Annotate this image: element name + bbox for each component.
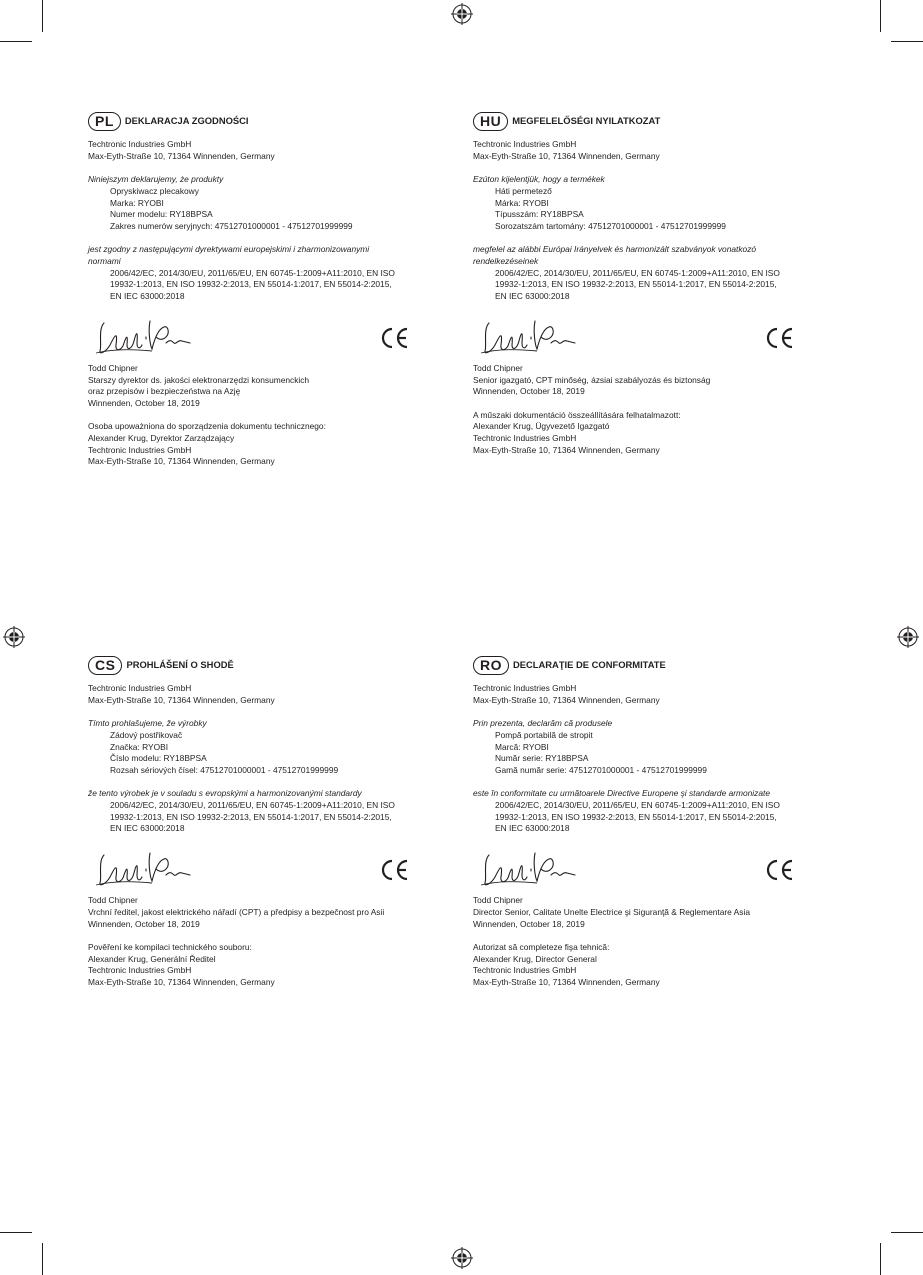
signer-line: Winnenden, October 18, 2019 (88, 397, 200, 408)
product-detail: Márka: RYOBI (495, 197, 549, 208)
technical-line: Max-Eyth-Straße 10, 71364 Winnenden, Germany (473, 444, 660, 455)
signer-line: Starszy dyrektor ds. jakości elektronarzędzi konsumenckich (88, 374, 310, 385)
declaration-section-cs (88, 655, 458, 989)
technical-line: A műszaki dokumentáció összeállítására felhatalmazott: (473, 409, 681, 420)
technical-line: Max-Eyth-Straße 10, 71364 Winnenden, Germany (473, 977, 660, 988)
address-line: Max-Eyth-Straße 10, 71364 Winnenden, Germany (473, 150, 660, 161)
crop-mark (0, 1232, 32, 1233)
conformity-statement (473, 788, 843, 835)
section-title: PROHLÁŠENÍ O SHODĚ (126, 659, 234, 671)
technical-line: Max-Eyth-Straße 10, 71364 Winnenden, Germany (88, 456, 275, 467)
signer-line: Todd Chipner (88, 895, 138, 906)
conformity-line: este în conformitate cu următoarele Directive Europene şi standarde armonizate (473, 788, 770, 799)
conformity-statement (473, 244, 843, 303)
declaration-section-hu (473, 111, 843, 456)
signer-line: Vrchní ředitel, jakost elektrického nářadí (CPT) a předpisy a bezpečnost pro Asii (88, 906, 385, 917)
product-detail: Značka: RYOBI (110, 741, 169, 752)
section-header (88, 111, 458, 131)
conformity-statement (88, 788, 458, 835)
section-header (473, 111, 843, 131)
technical-line: Techtronic Industries GmbH (88, 444, 192, 455)
section-title: DECLARAŢIE DE CONFORMITATE (513, 659, 666, 671)
technical-line: Alexander Krug, Generální Ředitel (88, 953, 216, 964)
product-detail: Sorozatszám tartomány: 47512701000001 - 47512701999999 (495, 220, 726, 231)
signer-line: Senior igazgató, CPT minőség, ázsiai szabályozás és biztonság (473, 374, 711, 385)
signature-icon (477, 847, 577, 889)
registration-mark-icon (451, 3, 473, 25)
declaration-section-pl (88, 111, 458, 468)
product-detail: Zádový postřikovač (110, 729, 183, 740)
standards-line: 2006/42/EC, 2014/30/EU, 2011/65/EU, EN 60745-1:2009+A11:2010, EN ISO (110, 800, 395, 810)
product-detail: Gamă număr serie: 47512701000001 - 47512701999999 (495, 764, 707, 775)
product-declaration (88, 718, 458, 777)
language-badge: PL (88, 112, 121, 131)
standards-line: 19932-1:2013, EN ISO 19932-2:2013, EN 55014-1:2017, EN 55014-2:2015, (110, 811, 392, 822)
technical-line: Alexander Krug, Dyrektor Zarządzający (88, 433, 235, 444)
product-detail: Rozsah sériových čísel: 47512701000001 - 47512701999999 (110, 764, 339, 775)
technical-line: Alexander Krug, Director General (473, 953, 597, 964)
ce-mark-icon (765, 859, 795, 881)
conformity-line: rendelkezéseinek (473, 256, 539, 266)
signer-block (473, 363, 843, 398)
standards-line: 19932-1:2013, EN ISO 19932-2:2013, EN 55014-1:2017, EN 55014-2:2015, (495, 811, 777, 822)
signer-line: Director Senior, Calitate Unelte Electrice şi Siguranţă & Reglementare Asia (473, 906, 750, 917)
technical-file-block (88, 942, 458, 989)
conformity-line: megfelel az alábbi Európai Irányelvek és harmonizált szabványok vonatkozó (473, 244, 757, 255)
standards-line: EN IEC 63000:2018 (110, 291, 185, 302)
signer-block (88, 363, 458, 410)
product-detail: Marka: RYOBI (110, 197, 164, 208)
address-line: Max-Eyth-Straße 10, 71364 Winnenden, Germany (88, 694, 275, 705)
section-title: MEGFELELŐSÉGI NYILATKOZAT (512, 115, 661, 127)
signer-line: Winnenden, October 18, 2019 (473, 918, 585, 929)
product-detail: Număr serie: RY18BPSA (495, 753, 589, 764)
signer-line: Todd Chipner (473, 362, 523, 373)
technical-line: Techtronic Industries GmbH (473, 433, 577, 444)
standards-line: 19932-1:2013, EN ISO 19932-2:2013, EN 55014-1:2017, EN 55014-2:2015, (495, 279, 777, 290)
technical-file-block (473, 942, 843, 989)
product-detail: Háti permetező (495, 185, 552, 196)
signer-block (473, 895, 843, 930)
address-line: Techtronic Industries GmbH (88, 683, 192, 693)
signer-line: oraz przepisów i bezpieczeństwa na Azję (88, 386, 241, 397)
section-header (88, 655, 458, 675)
crop-mark (42, 0, 43, 32)
product-detail: Numer modelu: RY18BPSA (110, 209, 213, 220)
conformity-line: jest zgodny z następującymi dyrektywami europejskimi i zharmonizowanymi (88, 244, 370, 255)
address-line: Techtronic Industries GmbH (473, 139, 577, 149)
declaration-intro: Niniejszym deklarujemy, że produkty (88, 174, 224, 185)
crop-mark (891, 1232, 923, 1233)
language-badge: RO (473, 656, 509, 675)
technical-line: Autorizat să completeze fişa tehnică: (473, 941, 610, 952)
technical-line: Osoba upoważniona do sporządzenia dokumentu technicznego: (88, 421, 326, 432)
signer-block (88, 895, 458, 930)
technical-line: Techtronic Industries GmbH (473, 965, 577, 976)
registration-mark-icon (897, 626, 919, 648)
crop-mark (42, 1243, 43, 1275)
technical-file-block (473, 410, 843, 457)
technical-line: Max-Eyth-Straße 10, 71364 Winnenden, Germany (88, 977, 275, 988)
technical-line: Alexander Krug, Ügyvezető Igazgató (473, 421, 610, 432)
product-detail: Típusszám: RY18BPSA (495, 209, 584, 220)
signer-line: Winnenden, October 18, 2019 (473, 386, 585, 397)
ce-mark-icon (765, 327, 795, 349)
registration-mark-icon (451, 1247, 473, 1269)
company-address (473, 139, 843, 162)
section-title: DEKLARACJA ZGODNOŚCI (124, 115, 249, 127)
conformity-line: normami (88, 256, 121, 266)
product-detail: Marcă: RYOBI (495, 741, 549, 752)
standards-line: 2006/42/EC, 2014/30/EU, 2011/65/EU, EN 60745-1:2009+A11:2010, EN ISO (110, 267, 395, 278)
product-declaration (473, 174, 843, 233)
signature-row (473, 315, 843, 361)
signature-icon (92, 315, 192, 357)
standards-line: EN IEC 63000:2018 (495, 291, 570, 302)
standards-line: EN IEC 63000:2018 (495, 823, 570, 834)
product-declaration (473, 718, 843, 777)
standards-line: 19932-1:2013, EN ISO 19932-2:2013, EN 55014-1:2017, EN 55014-2:2015, (110, 279, 392, 290)
product-detail: Číslo modelu: RY18BPSA (110, 753, 207, 764)
crop-mark (0, 41, 32, 42)
address-line: Max-Eyth-Straße 10, 71364 Winnenden, Germany (88, 150, 275, 161)
address-line: Techtronic Industries GmbH (88, 139, 192, 149)
technical-line: Pověření ke kompilaci technického souboru: (88, 941, 252, 952)
technical-file-block (88, 421, 458, 468)
signature-icon (92, 847, 192, 889)
company-address (88, 683, 458, 706)
signer-line: Todd Chipner (88, 362, 138, 373)
declaration-intro: Ezúton kijelentjük, hogy a termékek (473, 174, 605, 185)
conformity-statement (88, 244, 458, 303)
standards-line: 2006/42/EC, 2014/30/EU, 2011/65/EU, EN 60745-1:2009+A11:2010, EN ISO (495, 800, 780, 810)
language-badge: CS (88, 656, 122, 675)
product-detail: Opryskiwacz plecakowy (110, 185, 199, 196)
product-detail: Zakres numerów seryjnych: 47512701000001 - 47512701999999 (110, 220, 353, 231)
conformity-line: že tento výrobek je v souladu s evropskými a harmonizovanými standardy (88, 788, 362, 799)
company-address (88, 139, 458, 162)
crop-mark (880, 1243, 881, 1275)
signature-icon (477, 315, 577, 357)
standards-line: 2006/42/EC, 2014/30/EU, 2011/65/EU, EN 60745-1:2009+A11:2010, EN ISO (495, 267, 780, 278)
ce-mark-icon (380, 327, 410, 349)
declaration-intro: Prin prezenta, declarăm că produsele (473, 718, 613, 729)
product-declaration (88, 174, 458, 233)
ce-mark-icon (380, 859, 410, 881)
registration-mark-icon (3, 626, 25, 648)
declaration-section-ro (473, 655, 843, 989)
crop-mark (891, 41, 923, 42)
language-badge: HU (473, 112, 508, 131)
product-detail: Pompă portabilă de stropit (495, 729, 593, 740)
section-header (473, 655, 843, 675)
declaration-intro: Tímto prohlašujeme, že výrobky (88, 718, 207, 729)
signature-row (88, 847, 458, 893)
signature-row (88, 315, 458, 361)
address-line: Techtronic Industries GmbH (473, 683, 577, 693)
standards-line: EN IEC 63000:2018 (110, 823, 185, 834)
signer-line: Winnenden, October 18, 2019 (88, 918, 200, 929)
technical-line: Techtronic Industries GmbH (88, 965, 192, 976)
address-line: Max-Eyth-Straße 10, 71364 Winnenden, Germany (473, 694, 660, 705)
company-address (473, 683, 843, 706)
crop-mark (880, 0, 881, 32)
signature-row (473, 847, 843, 893)
signer-line: Todd Chipner (473, 895, 523, 906)
